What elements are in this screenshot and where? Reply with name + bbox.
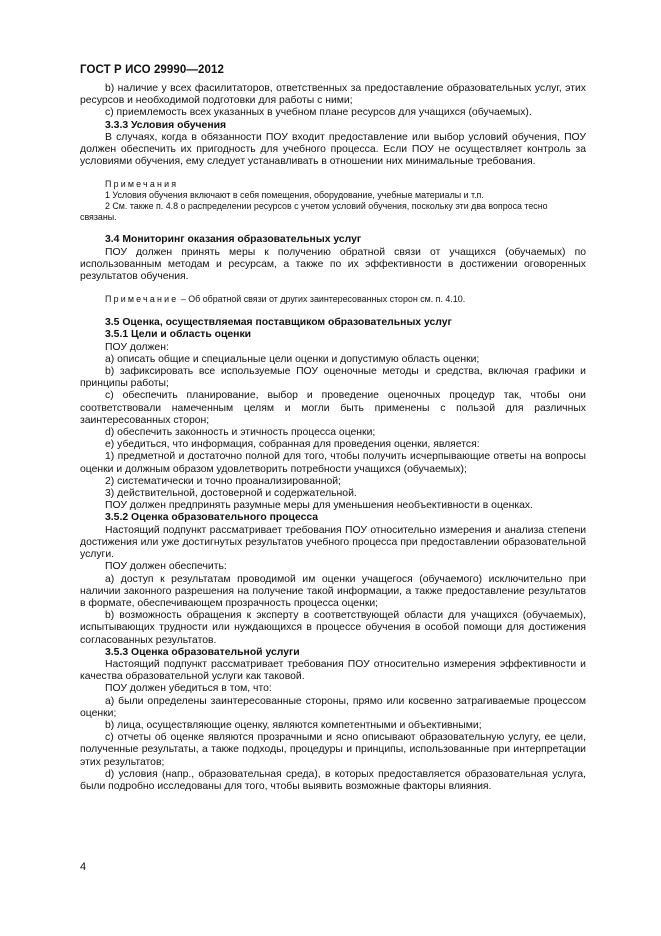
list-item: b) возможность обращения к эксперту в соответствующей области для учащихся (обучаемых), испытывающих трудности или нуждающихся в процессе обучения в особой помощи для достижения согласованных результатов. (80, 610, 586, 646)
paragraph: Настоящий подпункт рассматривает требования ПОУ относительно измерения эффективности и качества образовательной услуги как таковой. (80, 658, 586, 683)
note-feedback (80, 294, 586, 305)
paragraph: c) приемлемость всех указанных в учебном плане ресурсов для учащихся (обучаемых). (105, 107, 532, 119)
note-text: – Об обратной связи от других заинтересованных сторон см. п. 4.10. (178, 294, 466, 305)
section-heading-3-5-3: 3.5.3 Оценка образовательной услуги (105, 646, 300, 658)
list-item: b) лица, осуществляющие оценку, являются компетентными и объективными; (105, 719, 482, 731)
list-item: d) обеспечить законность и этичность процесса оценки; (105, 427, 376, 439)
list-item: 2) систематически и точно проанализированной; (105, 475, 341, 487)
list-item: c) обеспечить планирование, выбор и проведение оценочных процедур так, чтобы они соответствовали намеченным целям и могли быть применены с пользой для различных заинтересованных сторон; (80, 390, 586, 426)
paragraph: ПОУ должен обеспечить: (105, 561, 227, 573)
list-item: a) были определены заинтересованные стороны, прямо или косвенно затрагиваемые процессом оценки; (80, 695, 586, 719)
page-number: 4 (80, 861, 87, 873)
paragraph: ПОУ должен предпринять разумные меры для уменьшения необъективности в оценках. (105, 500, 533, 512)
section-heading-3-5-2: 3.5.2 Оценка образовательного процесса (105, 512, 319, 524)
list-item: 3) действительной, достоверной и содержательной. (105, 488, 357, 500)
section-heading-3-4: 3.4 Мониторинг оказания образовательных услуг (105, 234, 362, 246)
section-heading-3-3-3: 3.3.3 Условия обучения (105, 119, 227, 131)
document-body (80, 83, 586, 793)
list-item: 1) предметной и достаточно полной для того, чтобы получить исчерпывающие ответы на вопросы оценки и должным образом удовлетворить потребности учащихся (обучаемых); (80, 451, 586, 475)
note-1: 1 Условия обучения включают в себя помещения, оборудование, учебные материалы и т.п. (105, 190, 484, 201)
list-item: c) отчеты об оценке являются прозрачными и ясно описывают образовательную услугу, ее цели, полученные результаты, а также подходы, процедуры и принципы, использованные при интерпретации этих результатов; (80, 732, 586, 768)
section-heading-3-5-1: 3.5.1 Цели и область оценки (105, 329, 252, 341)
note-2: 2 См. также п. 4.8 о распределении ресурсов с учетом условий обучения, поскольку эти два вопроса тесно связаны. (80, 201, 548, 223)
list-item: b) зафиксировать все используемые ПОУ оценочные методы и средства, включая графики и принципы работы; (80, 366, 586, 390)
notes-label: Примечания (105, 179, 179, 190)
list-item: e) убедиться, что информация, собранная для проведения оценки, является: (105, 439, 480, 451)
list-item: a) доступ к результатам проводимой им оценки учащегося (обучаемого) исключительно при наличии законного разрешения на получение такой информации, а также предоставление результатов в формате, обеспечивающем прозрачность процесса оценки; (80, 573, 586, 609)
section-heading-3-5: 3.5 Оценка, осуществляемая поставщиком образовательных услуг (105, 317, 452, 329)
paragraph: ПОУ должен принять меры к получению обратной связи от учащихся (обучаемых) по использованным методам и ресурсам, а также по их эффективности в достижении оговоренных результатов обучения. (80, 246, 586, 283)
note-label: Примечание (105, 294, 179, 305)
document-header: ГОСТ Р ИСО 29990—2012 (80, 64, 225, 76)
paragraph: Настоящий подпункт рассматривает требования ПОУ относительно измерения и анализа степени достижения или уже достигнутых результатов учебного процесса при предоставлении образовательной услуги. (80, 524, 586, 561)
paragraph: ПОУ должен убедиться в том, что: (105, 683, 272, 695)
list-item: a) описать общие и специальные цели оценки и допустимую область оценки; (105, 353, 480, 365)
paragraph: ПОУ должен: (105, 341, 169, 353)
paragraph: b) наличие у всех фасилитаторов, ответственных за предоставление образовательных услуг, этих ресурсов и необходимой подготовки для работы с ними; (80, 83, 586, 107)
list-item: d) условия (напр., образовательная среда), в которых предоставляется образовательная услуга, были подробно исследованы для того, чтобы выявить возможные факторы влияния. (80, 768, 586, 792)
paragraph: В случаях, когда в обязанности ПОУ входит предоставление или выбор условий обучения, ПОУ должен обеспечить их пригодность для учебного процесса. Если ПОУ не осуществляет контроль за условиями обучения, ему следует устанавливать в отношении них минимальные требования. (80, 131, 586, 168)
